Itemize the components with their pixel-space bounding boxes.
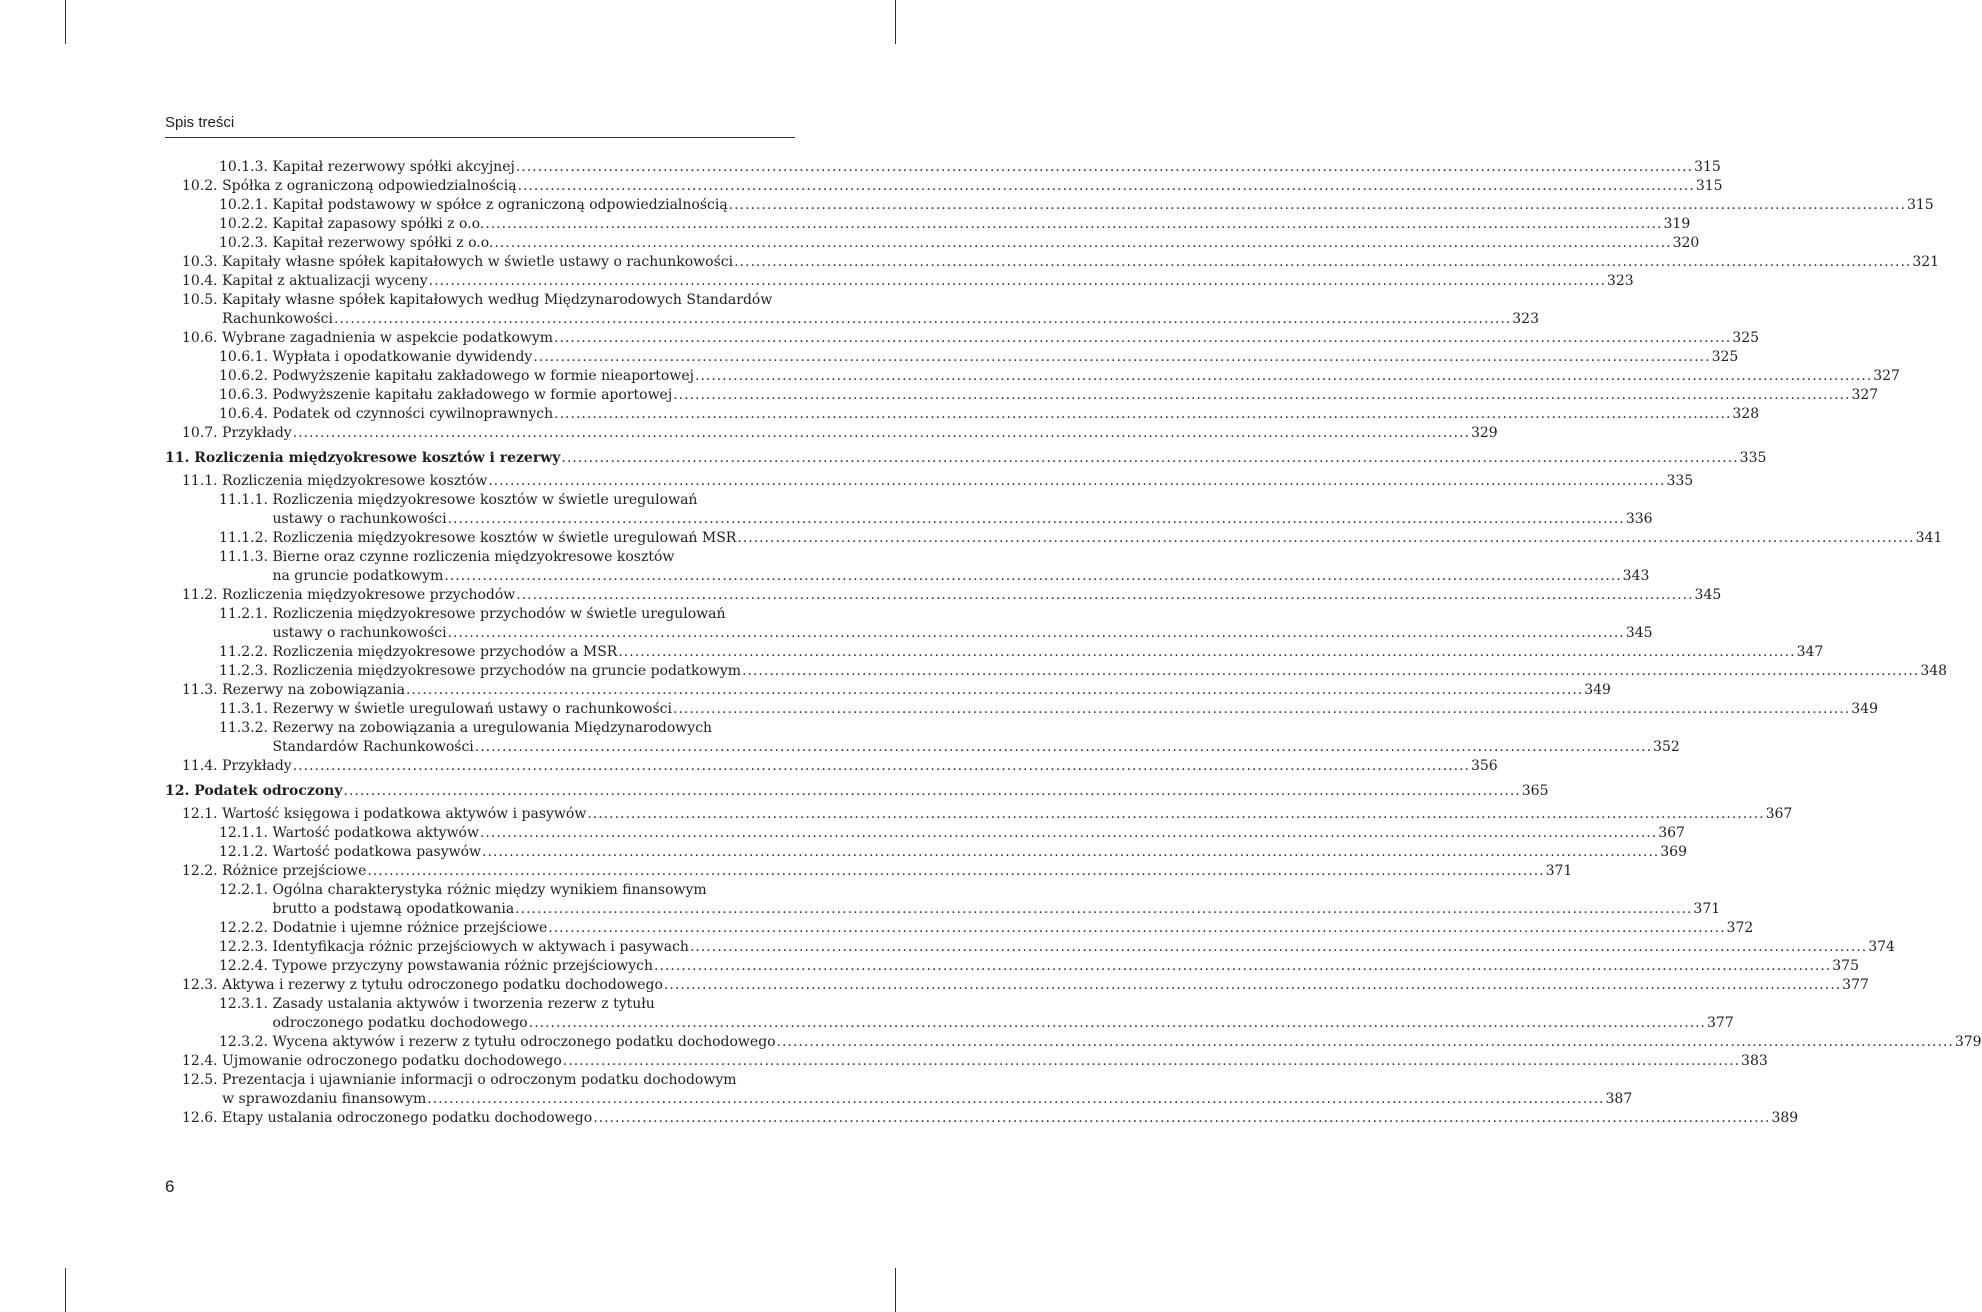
toc-entry-page: 389 [1771,1110,1799,1126]
toc-entry-title: Kapitały własne spółek kapitałowych w świetle ustawy o rachunkowości [222,254,734,270]
toc-entry-page: 323 [1606,273,1634,289]
toc-entry-title: Rozliczenia międzyokresowe kosztów i rezerwy [194,450,561,466]
toc-entry-number: 12.3.2. [219,1034,273,1050]
toc-entry-title-continued: Standardów Rachunkowości [272,739,474,755]
toc-entry-number: 10.2.3. [219,235,273,251]
toc-entry-page: 372 [1726,920,1754,936]
toc-entry-number: 12.4. [182,1053,223,1069]
toc-entry-title: Podatek odroczony [194,783,343,799]
toc-entry[interactable] [165,719,1680,757]
toc-entry-title: Dodatnie i ujemne różnice przejściowe [272,920,548,936]
toc-entry[interactable] [165,548,1650,586]
toc-entry-page: 374 [1868,939,1895,955]
toc-entry[interactable] [165,824,1685,843]
toc-entry-title: Ujmowanie odroczonego podatku dochodowego [222,1053,562,1069]
toc-entry-title: Kapitał podstawowy w spółce z ograniczoną odpowiedzialnością [272,197,728,213]
toc-entry-title: Spółka z ograniczoną odpowiedzialnością [222,178,517,194]
dot-leader [673,700,1850,719]
toc-entry[interactable] [165,491,1653,529]
toc-entry-page: 367 [1765,806,1793,822]
toc-entry[interactable] [165,449,1767,468]
toc-entry-page: 325 [1732,330,1760,346]
toc-entry-number: 12.1.1. [219,825,273,841]
dot-leader [777,1033,1954,1052]
toc-entry-page: 365 [1521,783,1549,799]
toc-entry[interactable] [165,995,1734,1033]
toc-entry-page: 336 [1625,511,1653,527]
toc-entry-page: 347 [1796,644,1824,660]
toc-entry-number: 12.2.3. [219,939,273,955]
toc-entry[interactable] [165,348,1739,367]
crop-mark [895,0,896,44]
toc-entry-number: 11.2.1. [219,606,273,622]
toc-entry[interactable] [165,472,1694,491]
toc-entry-title: Wypłata i opodatkowanie dywidendy [272,349,533,365]
dot-leader [293,757,1470,776]
toc-entry[interactable] [165,881,1721,919]
toc-entry-number: 12.5. [182,1072,223,1088]
dot-leader [587,805,1764,824]
toc-entry-title: Zasady ustalania aktywów i tworzenia rezerw z tytułu [272,996,655,1012]
toc-entry[interactable] [165,367,1900,386]
toc-entry-page: 341 [1915,530,1943,546]
toc-entry-page: 327 [1873,368,1900,384]
toc-entry-title: Rozliczenia międzyokresowe kosztów [222,473,488,489]
toc-entry[interactable] [165,291,1539,329]
toc-entry-number: 11.1.1. [219,492,273,508]
dot-leader [548,919,1725,938]
toc-entry-title: Podwyższenie kapitału zakładowego w formie aportowej [272,387,673,403]
toc-entry[interactable] [165,643,1824,662]
toc-entry[interactable] [165,329,1760,348]
toc-entry[interactable] [165,586,1722,605]
toc-entry-title: Wartość księgowa i podatkowa aktywów i pasywów [222,806,587,822]
dot-leader [664,976,1841,995]
toc-entry-title: Wartość podatkowa aktywów [272,825,479,841]
dot-leader [429,272,1606,291]
toc-entry[interactable] [165,957,1859,976]
toc-entry-title: Identyfikacja różnic przejściowych w aktywach i pasywach [272,939,689,955]
crop-mark [895,1268,896,1312]
toc-entry-title-continued: brutto a podstawą opodatkowania [272,901,515,917]
toc-entry[interactable] [165,177,1723,196]
toc-entry-title: Typowe przyczyny powstawania różnic przejściowych [272,958,654,974]
dot-leader [485,215,1662,234]
toc-entry-number: 12.2.1. [219,882,273,898]
toc-entry[interactable] [165,1109,1799,1128]
toc-entry-title: Rezerwy na zobowiązania [222,682,405,698]
toc-entry-number: 11.3. [182,682,223,698]
dot-leader [344,782,1521,801]
toc-entry-title: Rezerwy na zobowiązania a uregulowania Międzynarodowych [272,720,713,736]
toc-entry-number: 10.2. [182,178,223,194]
toc-entry-number: 10.7. [182,425,223,441]
toc-entry-page: 328 [1732,406,1760,422]
toc-entry-number: 10.1.3. [219,159,273,175]
toc-entry[interactable] [165,757,1498,776]
toc-entry-page: 349 [1851,701,1878,717]
toc-entry-number: 11.4. [182,758,223,774]
toc-entry-page: 367 [1658,825,1685,841]
toc-entry-page: 349 [1584,682,1611,698]
toc-entry-title-continued: na gruncie podatkowym [272,568,444,584]
toc-entry-page: 335 [1739,450,1767,466]
toc-entry-number: 10.3. [182,254,223,270]
toc-entry[interactable] [165,1052,1768,1071]
toc-entry-page: 375 [1832,958,1859,974]
toc-entry-number: 12.2.4. [219,958,273,974]
dot-leader [494,234,1671,253]
toc-entry[interactable] [165,234,1700,253]
dot-leader [427,1090,1604,1109]
toc-entry-title: Rozliczenia międzyokresowe kosztów w świetle uregulowań [272,492,698,508]
dot-leader [448,624,1625,643]
toc-entry-page: 345 [1625,625,1653,641]
toc-entry[interactable] [165,253,1940,272]
toc-entry-title: Prezentacja i ujawnianie informacji o odroczonym podatku dochodowym [222,1072,737,1088]
toc-entry-title: Rozliczenia międzyokresowe przychodów w świetle uregulowań [272,606,726,622]
dot-leader [334,310,1511,329]
toc-entry[interactable] [165,196,1934,215]
dot-leader [516,586,1693,605]
toc-entry-title-continued: w sprawozdaniu finansowym [222,1091,427,1107]
toc-entry-number: 12.1.2. [219,844,273,860]
toc-entry-page: 315 [1695,178,1723,194]
toc-entry-title: Kapitał rezerwowy spółki akcyjnej [272,159,515,175]
toc-entry[interactable] [165,424,1498,443]
page-number: 6 [165,1177,175,1196]
toc-entry-title: Podwyższenie kapitału zakładowego w formie nieaportowej [272,368,694,384]
dot-leader [533,348,1710,367]
toc-entry-page: 383 [1741,1053,1768,1069]
toc-entry-page: 371 [1545,863,1573,879]
toc-entry-title: Przykłady [222,425,292,441]
toc-entry[interactable] [165,529,1943,548]
dot-leader [554,329,1731,348]
toc-entry-page: 377 [1842,977,1869,993]
toc-entry-page: 320 [1672,235,1700,251]
toc-entry-title: Bierne oraz czynne rozliczenia międzyokresowe kosztów [272,549,675,565]
toc-entry-number: 11.1. [182,473,223,489]
toc-entry[interactable] [165,1071,1633,1109]
dot-leader [475,738,1652,757]
toc-entry-page: 356 [1470,758,1498,774]
toc-entry-number: 11. [165,450,195,466]
toc-entry-title: Rozliczenia międzyokresowe przychodów a MSR [272,644,618,660]
dot-leader [695,367,1872,386]
toc-entry[interactable] [165,976,1869,995]
dot-leader [488,472,1665,491]
toc-entry-title: Wartość podatkowa pasywów [272,844,481,860]
dot-leader [690,938,1867,957]
dot-leader [563,1052,1740,1071]
toc-entry-number: 12.2. [182,863,223,879]
toc-entry-page: 329 [1470,425,1498,441]
header-rule [165,137,795,138]
toc-entry-page: 348 [1920,663,1948,679]
toc-entry-page: 315 [1906,197,1934,213]
toc-entry[interactable] [165,938,1895,957]
toc-entry-page: 345 [1694,587,1722,603]
toc-entry[interactable] [165,681,1611,700]
toc-entry-number: 12.3. [182,977,223,993]
toc-entry-title: Kapitał z aktualizacji wyceny [222,273,428,289]
toc-entry-number: 10.5. [182,292,223,308]
toc-entry-number: 11.2.3. [219,663,273,679]
toc-entry[interactable] [165,605,1653,643]
toc-entry-title: Wybrane zagadnienia w aspekcie podatkowym [222,330,554,346]
toc-entry-title-continued: ustawy o rachunkowości [272,511,447,527]
toc-entry-number: 12.6. [182,1110,223,1126]
toc-entry[interactable] [165,405,1760,424]
dot-leader [515,900,1692,919]
toc-entry[interactable] [165,862,1573,881]
dot-leader [618,643,1795,662]
toc-entry-number: 10.6. [182,330,223,346]
toc-entry-title: Rozliczenia międzyokresowe przychodów [222,587,516,603]
dot-leader [529,1014,1706,1033]
toc-entry-number: 10.2.1. [219,197,273,213]
toc-entry[interactable] [165,386,1879,405]
toc-entry-page: 315 [1694,159,1721,175]
toc-entry-number: 12.1. [182,806,223,822]
toc-entry-number: 10.6.2. [219,368,273,384]
toc-entry-title: Rozliczenia międzyokresowe kosztów w świetle uregulowań MSR [272,530,737,546]
dot-leader [448,510,1625,529]
dot-leader [293,424,1470,443]
toc-entry[interactable] [165,919,1754,938]
toc-entry-number: 10.6.4. [219,406,273,422]
toc-entry-page: 321 [1912,254,1940,270]
toc-entry-title: Aktywa i rezerwy z tytułu odroczonego podatku dochodowego [222,977,663,993]
toc-entry[interactable] [165,700,1878,719]
toc-entry-page: 379 [1954,1034,1982,1050]
toc-entry-number: 11.2.2. [219,644,273,660]
toc-entry-number: 12.2.2. [219,920,273,936]
toc-entry-number: 12.3.1. [219,996,273,1012]
toc-entry-page: 325 [1711,349,1739,365]
dot-leader [554,405,1731,424]
toc-entry-title: Różnice przejściowe [222,863,367,879]
toc-entry-number: 11.3.2. [219,720,273,736]
toc-entry-title: Etapy ustalania odroczonego podatku dochodowego [222,1110,593,1126]
toc-entry-number: 10.2.2. [219,216,273,232]
toc-entry-page: 377 [1707,1015,1734,1031]
dot-leader [518,177,1695,196]
crop-mark [65,0,66,44]
toc-entry-number: 10.4. [182,273,223,289]
toc-entry-page: 343 [1622,568,1650,584]
toc-entry-number: 10.6.3. [219,387,273,403]
toc-entry[interactable] [165,805,1793,824]
toc-entry-number: 11.2. [182,587,223,603]
toc-entry-page: 327 [1851,387,1879,403]
toc-entry-title: Kapitał zapasowy spółki z o.o. [272,216,485,232]
toc-entry-page: 323 [1512,311,1539,327]
toc-entry-title: Rezerwy w świetle uregulowań ustawy o rachunkowości [272,701,672,717]
dot-leader [482,843,1659,862]
dot-leader [729,196,1906,215]
dot-leader [406,681,1583,700]
toc-entry-number: 10.6.1. [219,349,273,365]
toc-entry-page: 369 [1660,844,1687,860]
dot-leader [593,1109,1770,1128]
dot-leader [561,449,1738,468]
toc-entry-title: Kapitał rezerwowy spółki z o.o. [272,235,494,251]
dot-leader [673,386,1850,405]
toc-entry[interactable] [165,782,1549,801]
table-of-contents [165,158,1982,1128]
toc-entry-title: Podatek od czynności cywilnoprawnych [272,406,554,422]
toc-entry-title: Rozliczenia międzyokresowe przychodów na gruncie podatkowym [272,663,742,679]
dot-leader [654,957,1831,976]
toc-entry[interactable] [165,843,1687,862]
dot-leader [516,158,1693,177]
toc-entry[interactable] [165,272,1634,291]
toc-entry[interactable] [165,158,1721,177]
dot-leader [742,662,1919,681]
toc-entry[interactable] [165,662,1948,681]
toc-entry-page: 335 [1666,473,1694,489]
dot-leader [737,529,1914,548]
running-header: Spis treści [165,114,235,131]
dot-leader [444,567,1621,586]
toc-entry-number: 11.1.3. [219,549,273,565]
toc-entry-title-continued: Rachunkowości [222,311,334,327]
toc-entry-number: 12. [165,783,195,799]
toc-entry-page: 319 [1663,216,1691,232]
toc-entry-title-continued: ustawy o rachunkowości [272,625,447,641]
dot-leader [367,862,1544,881]
toc-entry-page: 387 [1605,1091,1633,1107]
dot-leader [734,253,1911,272]
toc-entry[interactable] [165,1033,1982,1052]
crop-mark [65,1268,66,1312]
toc-entry-title: Przykłady [222,758,292,774]
toc-entry-title: Ogólna charakterystyka różnic między wynikiem finansowym [272,882,707,898]
toc-entry-title: Kapitały własne spółek kapitałowych według Międzynarodowych Standardów [222,292,773,308]
toc-entry-number: 11.3.1. [219,701,273,717]
toc-entry-title-continued: odroczonego podatku dochodowego [272,1015,528,1031]
toc-entry-number: 11.1.2. [219,530,273,546]
toc-entry-page: 371 [1693,901,1721,917]
toc-entry-title: Wycena aktywów i rezerw z tytułu odroczonego podatku dochodowego [272,1034,776,1050]
dot-leader [480,824,1657,843]
toc-entry-page: 352 [1653,739,1680,755]
toc-entry[interactable] [165,215,1691,234]
